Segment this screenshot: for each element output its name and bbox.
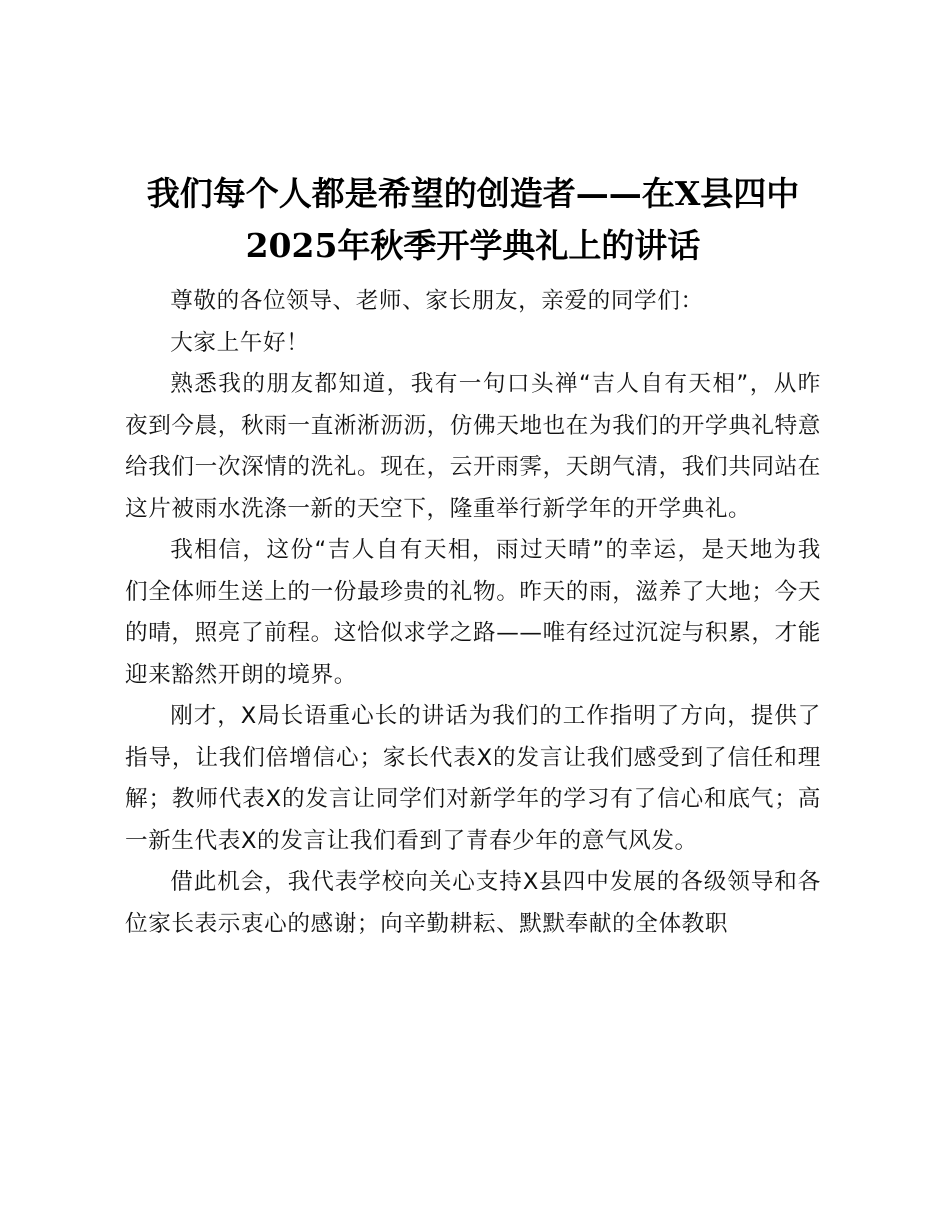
paragraph-thanks: 借此机会，我代表学校向关心支持X县四中发展的各级领导和各位家长表示衷心的感谢；向辛勤耕耘、默默奉献的全体教职 [125, 869, 821, 937]
document-page [125, 168, 821, 945]
salutation: 尊敬的各位领导、老师、家长朋友，亲爱的同学们： [170, 288, 704, 314]
document-title [111, 168, 835, 272]
paragraph-fortune: 我相信，这份“吉人自有天相，雨过天晴”的幸运，是天地为我们全体师生送上的一份最珍贵的礼物。昨天的雨，滋养了大地；今天的晴，照亮了前程。这恰似求学之路——唯有经过沉淀与积累，才能迎来豁然开朗的境界。 [125, 537, 821, 688]
greeting: 大家上午好！ [170, 329, 310, 356]
title-line-1: 我们每个人都是希望的创造者——在X县四中 [146, 174, 800, 213]
paragraph-speeches: 刚才，X局长语重心长的讲话为我们的工作指明了方向，提供了指导，让我们倍增信心；家长代表X的发言让我们感受到了信任和理解；教师代表X的发言让同学们对新学年的学习有了信心和底气；高一新生代表X的发言让我们看到了青春少年的意气风发。 [125, 703, 821, 854]
paragraph-opening: 熟悉我的朋友都知道，我有一句口头禅“吉人自有天相”，从昨夜到今晨，秋雨一直淅淅沥沥，仿佛天地也在为我们的开学典礼特意给我们一次深情的洗礼。现在，云开雨霁，天朗气清，我们共同站在这片被雨水洗涤一新的天空下，隆重举行新学年的开学典礼。 [125, 371, 821, 522]
document-body [125, 281, 821, 945]
title-line-2: 2025年秋季开学典礼上的讲话 [245, 226, 701, 265]
